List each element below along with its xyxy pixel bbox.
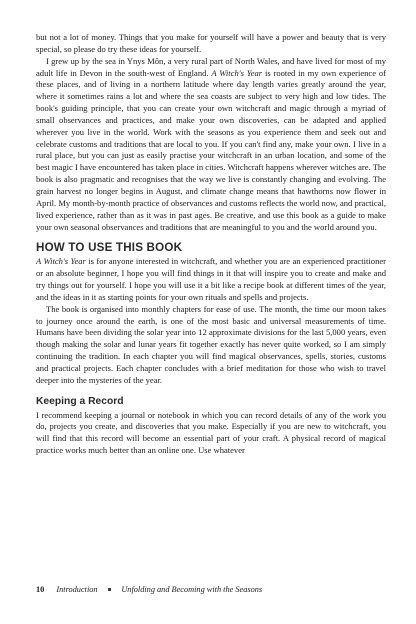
- page-number: 10: [36, 585, 45, 594]
- paragraph-record: I recommend keeping a journal or notebook in which you can record details of any of the work you do, projects you create, and discoveries that you make. Especially if you are new to witchcraft, you will find that this record will become an essential part of your craft. A physical record of magical practice works much better than an online one. Use whatever: [36, 409, 386, 456]
- paragraph-background: [36, 56, 386, 234]
- subsection-heading: Keeping a Record: [36, 395, 124, 407]
- section-heading: HOW TO USE THIS BOOK: [36, 241, 183, 255]
- footer-part: Introduction: [56, 585, 98, 594]
- footer-chapter: Unfolding and Becoming with the Seasons: [121, 585, 263, 594]
- page-footer: [36, 585, 262, 594]
- footer-separator-square-icon: [108, 588, 112, 592]
- paragraph-text: is rooted in my own experience of these places, and of living in a northern latitude where day length varies greatly around the year, where it sometimes rains a lot and where the sea coasts are subject to very high and low tides. The book's guiding principle, that you can create your own witchcraft and magic through a myriad of small observances and practices, and make your own discoveries, can be adapted and applied wherever you live in the world. Work with the seasons as you experience them and seek out and celebrate customs and traditions that are local to you. If you can't find any, make your own. I live in a rural place, but you can just as easily practise your witchcraft in an urban location, and some of the best magic I have encountered has taken place in cities. Witchcraft happens wherever witches are. The book is also pragmatic and recognises that the way we live is constantly changing and evolving. The grain harvest no longer begins in August, and climate change means that hawthorns now flower in April. My month-by-month practice of observances and customs reflects the world now, and practical, lived experience, rather than as it was in past ages. Be creative, and use this book as a guide to make your own seasonal observances and traditions that are meaningful to you and the world around you.: [36, 67, 386, 232]
- book-title: A Witch's Year: [36, 256, 86, 267]
- book-title: A Witch's Year: [211, 67, 263, 78]
- paragraph-audience: [36, 256, 386, 303]
- paragraph-organisation: The book is organised into monthly chapters for ease of use. The month, the time our moon takes to journey once around the earth, is one of the most basic and universal measurements of time. Humans have been dividing the solar year into 12 approximate divisions for the last 5,000 years, even though making the solar and lunar years fit together exactly has never quite worked, so I am simply continuing the tradition. In each chapter you will find magical observances, spells, stories, customs and practical projects. Each chapter concludes with a brief meditation for those who wish to travel deeper into the mysteries of the year.: [36, 303, 386, 385]
- paragraph-text: is for anyone interested in witchcraft, and whether you are an experienced practitioner or an absolute beginner, I hope you will find things in it that will inspire you to create and make and try things out for yourself. I hope you will use it a bit like a recipe book at different times of the year, and the ideas in it as starting points for your own rituals and spells and projects.: [36, 256, 386, 302]
- paragraph-continuation: but not a lot of money. Things that you make for yourself will have a power and beauty that is very special, so please do try these ideas for yourself.: [36, 32, 386, 54]
- paragraph-text: I grew up by the sea in Ynys Môn, a very rural part of North Wales, and have lived for most of my adult life in Devon in the south-west of England.: [36, 55, 386, 78]
